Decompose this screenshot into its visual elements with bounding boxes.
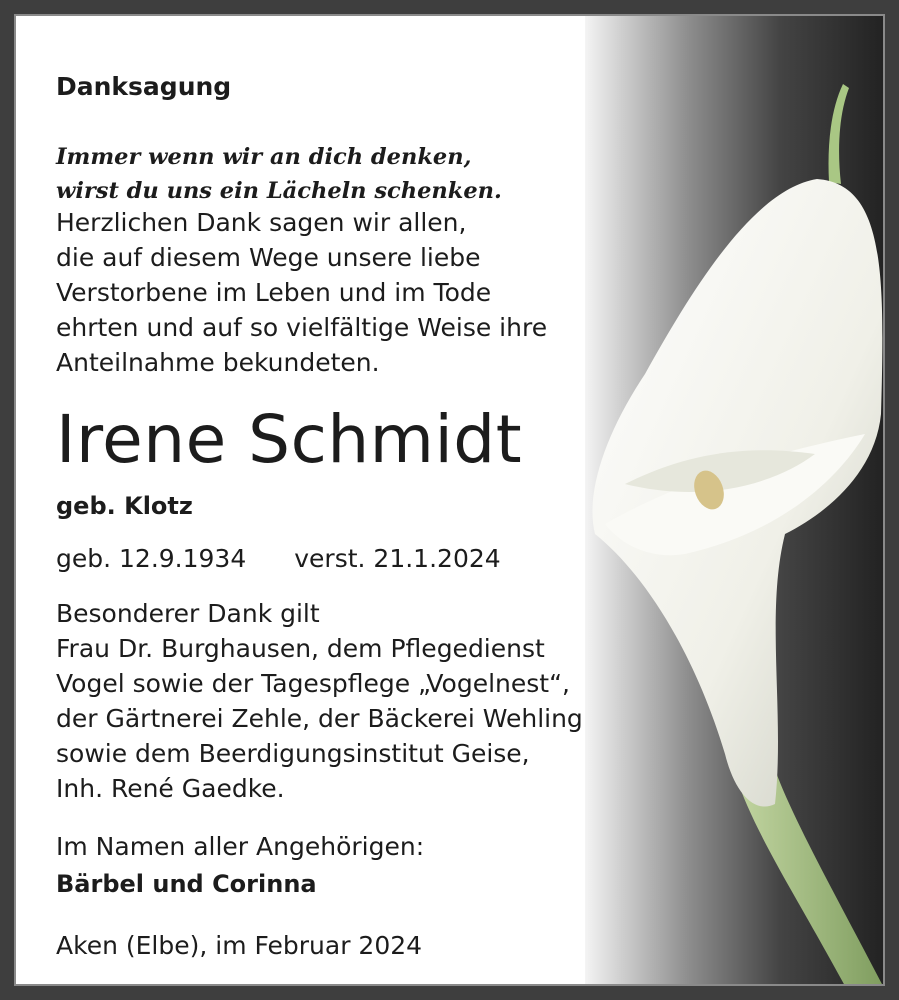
death-date: verst. 21.1.2024: [294, 544, 501, 573]
special-thanks-line: Besonderer Dank gilt: [56, 599, 320, 628]
thanks-line: Verstorbene im Leben und im Tode: [56, 278, 492, 307]
calla-lily-icon: [585, 14, 885, 986]
special-thanks-line: Frau Dr. Burghausen, dem Pflegedienst: [56, 634, 545, 663]
deceased-name: Irene Schmidt: [56, 401, 523, 478]
thanks-line: die auf diesem Wege unsere liebe: [56, 243, 481, 272]
motto-line: wirst du uns ein Lächeln schenken.: [56, 178, 502, 204]
maiden-name: geb. Klotz: [56, 492, 193, 520]
special-thanks-line: sowie dem Beerdigungsinstitut Geise,: [56, 739, 530, 768]
special-thanks-line: Vogel sowie der Tagespflege „Vogelnest“,: [56, 669, 571, 698]
on-behalf-line: Im Namen aller Angehörigen:: [56, 832, 425, 861]
life-dates: [56, 544, 501, 573]
place-date: Aken (Elbe), im Februar 2024: [56, 931, 423, 960]
special-thanks-line: der Gärtnerei Zehle, der Bäckerei Wehling: [56, 704, 583, 733]
calla-lily-photo: [585, 14, 885, 986]
thanks-line: ehrten und auf so vielfältige Weise ihre: [56, 313, 548, 342]
birth-date: geb. 12.9.1934: [56, 544, 247, 573]
special-thanks-line: Inh. René Gaedke.: [56, 774, 285, 803]
motto-line: Immer wenn wir an dich denken,: [56, 144, 472, 170]
thanks-line: Anteilnahme bekundeten.: [56, 348, 380, 377]
thanks-line: Herzlichen Dank sagen wir allen,: [56, 208, 467, 237]
signatories: Bärbel und Corinna: [56, 870, 317, 898]
heading: Danksagung: [56, 72, 232, 101]
